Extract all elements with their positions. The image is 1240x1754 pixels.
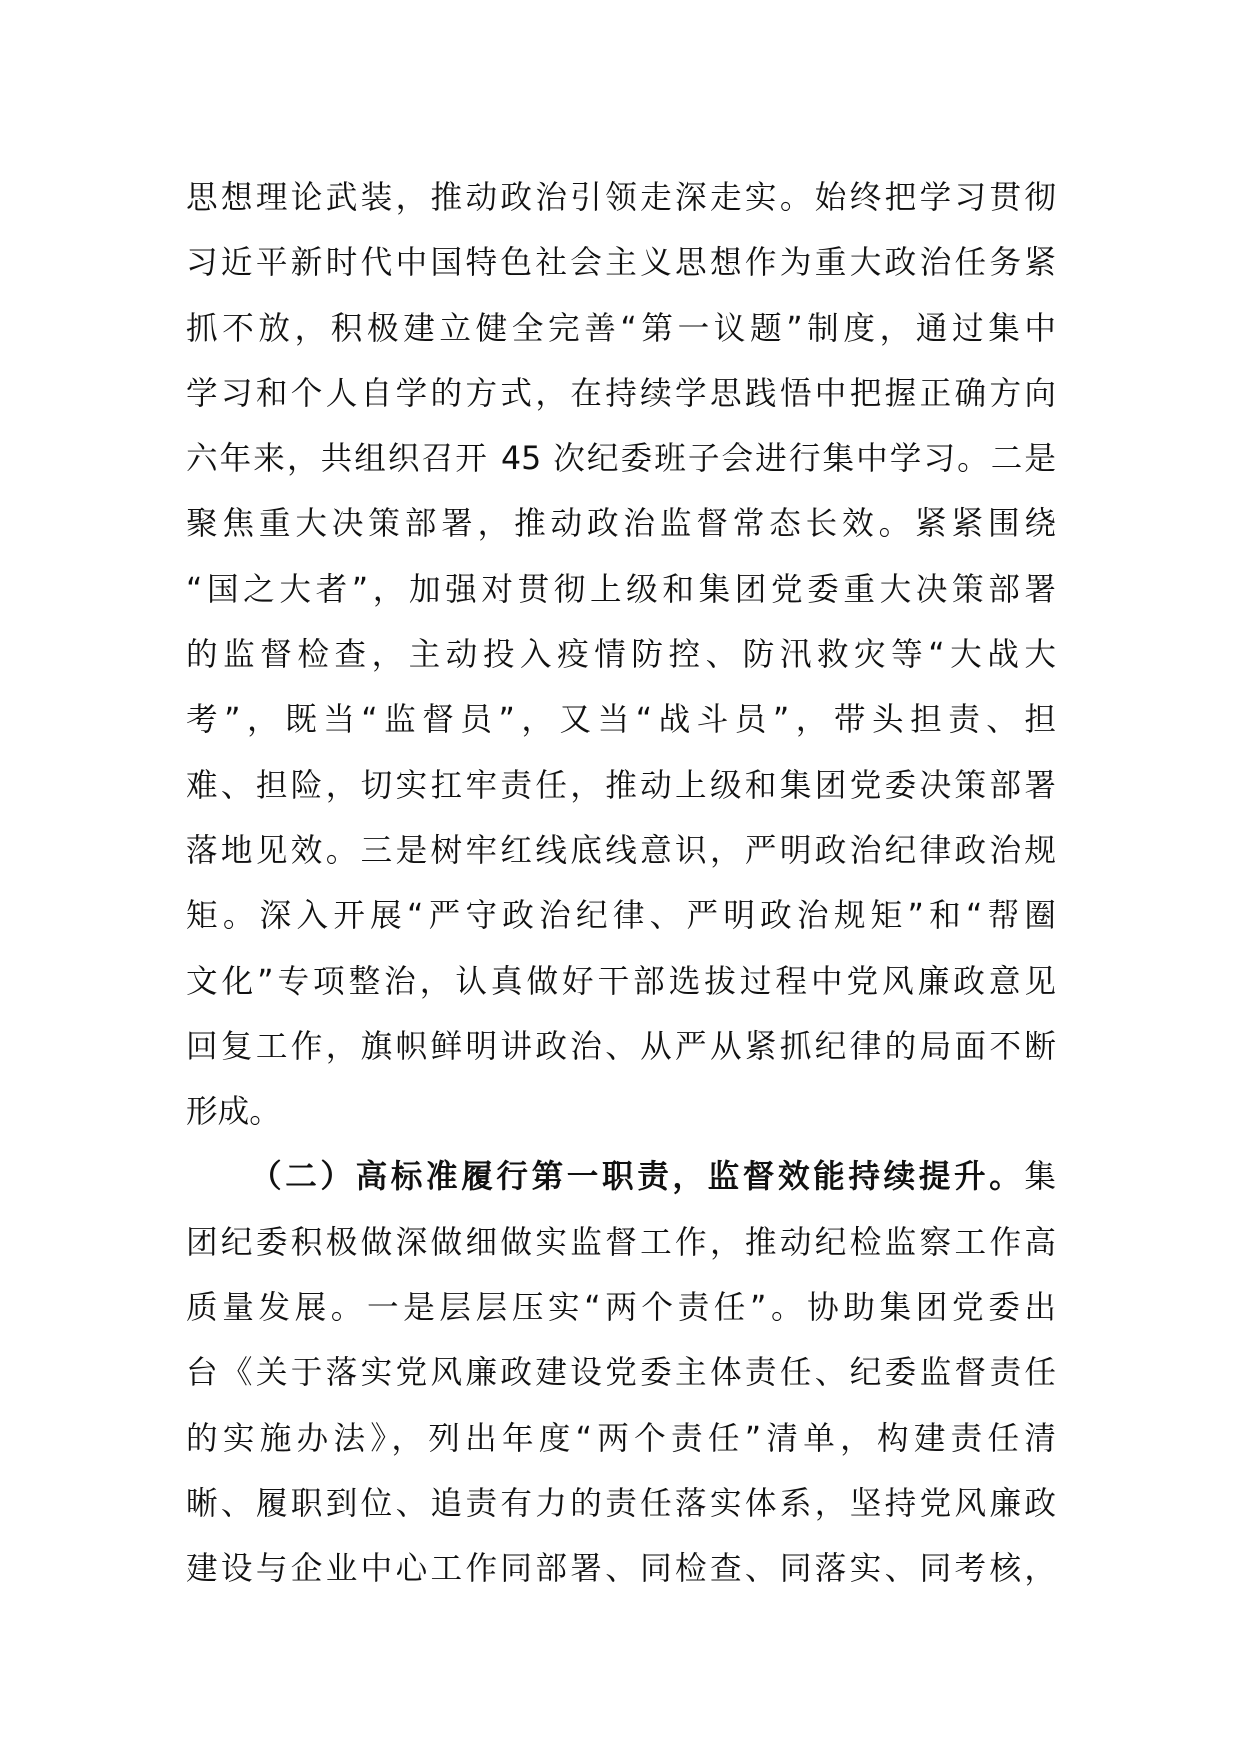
document-body: [186, 166, 1056, 1603]
text-line: 团纪委积极做深做细做实监督工作，推动纪检监察工作高: [186, 1224, 1056, 1261]
text-line: 习近平新时代中国特色社会主义思想作为重大政治任务紧: [186, 245, 1056, 282]
text-line: 考”，既当“监督员”，又当“战斗员”，带头担责、担: [186, 702, 1056, 739]
text-line: 六年来，共组织召开 45 次纪委班子会进行集中学习。二是: [186, 441, 1056, 478]
text-line: 台《关于落实党风廉政建设党委主体责任、纪委监督责任: [186, 1355, 1056, 1392]
text-line: 落地见效。三是树牢红线底线意识，严明政治纪律政治规: [186, 832, 1056, 869]
text-line: 文化”专项整治，认真做好干部选拔过程中党风廉政意见: [186, 963, 1056, 1000]
heading-line: [186, 1145, 1056, 1210]
text-line: 晰、履职到位、追责有力的责任落实体系，坚持党风廉政: [186, 1485, 1056, 1522]
text-line: 质量发展。一是层层压实“两个责任”。协助集团党委出: [186, 1290, 1056, 1327]
text-line: 回复工作，旗帜鲜明讲政治、从严从紧抓纪律的局面不断: [186, 1028, 1056, 1065]
text-line: “国之大者”，加强对贯彻上级和集团党委重大决策部署: [186, 571, 1056, 608]
text-line: 形成。: [186, 1094, 281, 1131]
text-line: 思想理论武装，推动政治引领走深走实。始终把学习贯彻: [186, 180, 1056, 216]
heading-tail-text: 集: [1024, 1159, 1056, 1196]
text-line: 聚焦重大决策部署，推动政治监督常态长效。紧紧围绕: [186, 506, 1056, 543]
text-line: 抓不放，积极建立健全完善“第一议题”制度，通过集中: [186, 310, 1056, 347]
text-line: 建设与企业中心工作同部署、同检查、同落实、同考核，: [186, 1551, 1056, 1588]
paragraph-2: [186, 1145, 1056, 1602]
text-line: 矩。深入开展“严守政治纪律、严明政治规矩”和“帮圈: [186, 898, 1056, 935]
text-line: 难、担险，切实扛牢责任，推动上级和集团党委决策部署: [186, 767, 1056, 804]
text-line: 的实施办法》，列出年度“两个责任”清单，构建责任清: [186, 1420, 1056, 1457]
text-line: 学习和个人自学的方式，在持续学思践悟中把握正确方向: [186, 375, 1056, 412]
section-heading: （二）高标准履行第一职责，监督效能持续提升。: [250, 1159, 1025, 1196]
paragraph-1: [186, 166, 1056, 1145]
text-line: 的监督检查，主动投入疫情防控、防汛救灾等“大战大: [186, 637, 1056, 674]
